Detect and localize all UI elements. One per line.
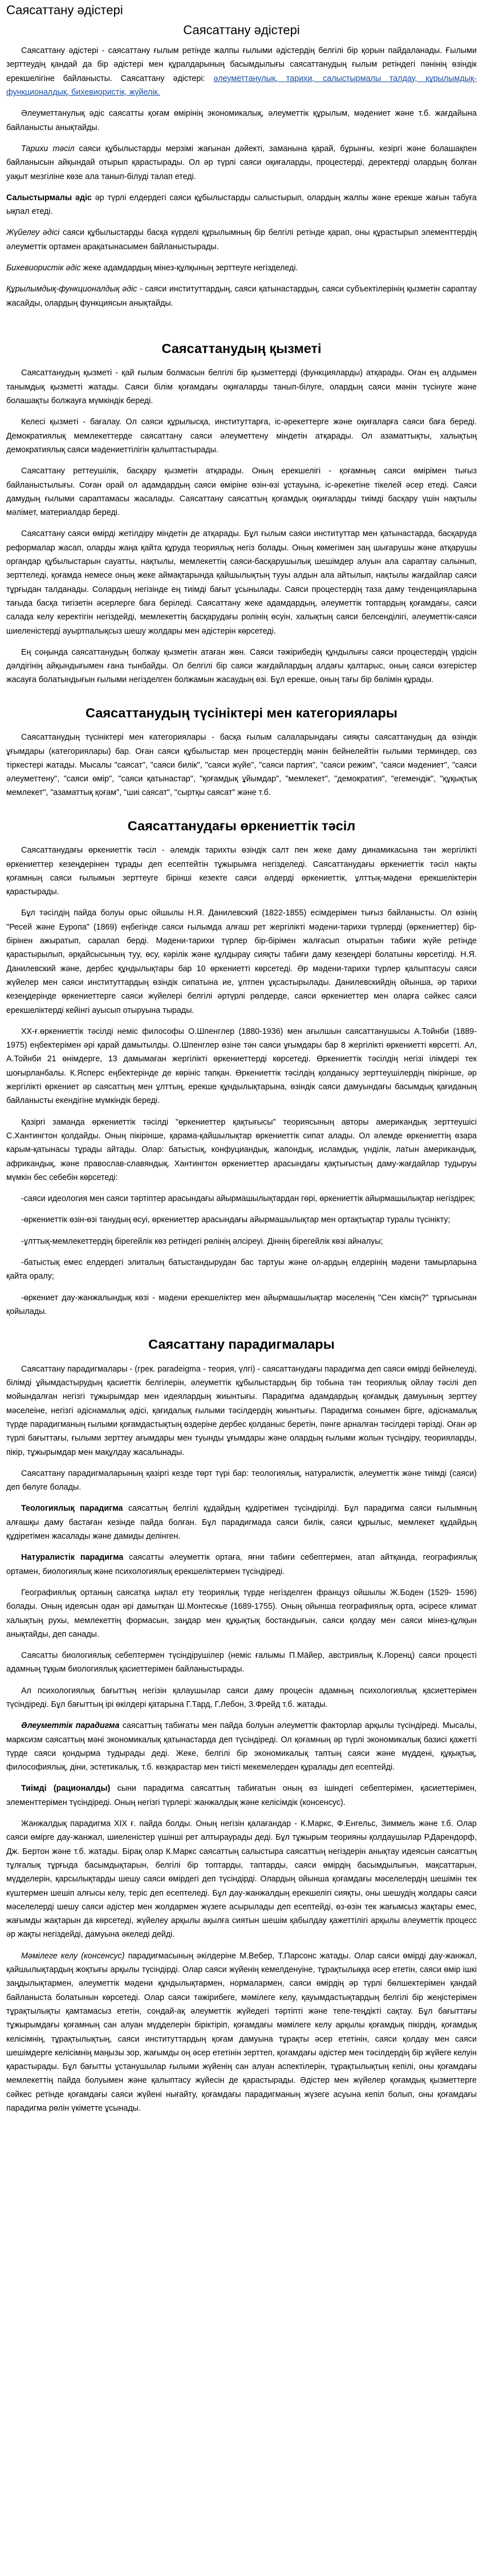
civilizational-list-item: -өркениеттік өзін-өзі танудың өсуі, өркениеттер арасындағы айырмашылықтар мен ортақтықтар туралы түсінікту;	[21, 1215, 450, 1225]
concepts-paragraph: Саясаттанудың түсініктері мен категориялары - басқа ғылым салаларындағы сияқты саясаттанудың да өзіндік ұғымдары (категориялары) бар. Оған саяси құбылыстар мен процестердің мәнін бейнелейтін ғылыми терминдер, сөз тіркестері жатады. Мысалы "саясат", "саяси билік", "саяси жүйе", "саяси партия", "саяси режим", "саяси мәдениет", "саяси әлеуметтену", "саяси өмір", "саяси қатынастар", "қоғамдық ұйымдар", "мемлекет", "демократия", "егемендік", "құқықтық мемлекет", "азаматтық қоғам", "шиі саясат", "сыртқы саясат" және т.б.	[6, 733, 477, 798]
document-page	[6, 0, 477, 2115]
functions-heading: Саясаттанудың қызметі	[161, 340, 322, 356]
structural-method-lead: Құрылымдық-функционалдық әдіс	[6, 285, 137, 294]
structural-method-text: - саяси институттардың, саяси қатынастардың, саяси субъектілерінің қызметін сараптау жасайды, олардың функциясын анықтайды.	[6, 285, 477, 308]
civilizational-list-item: -саяси идеология мен саяси тәртіптер арасындағы айырмашылықтардан гөрі, өркениеттік айырмашылықтар негіздірек;	[21, 1194, 476, 1204]
theological-paradigm-text: саясаттың белгілі құдайдың құдіретімен түсіндірілді. Бұл парадигма саяси ғылымның алғашқы даму бастаған кезінде пайда болған. Бұл парадигмада саяси билік, саяси құрылыс, мемлекет құдайдың құдіретімен жасалады және дамиды делінген.	[6, 1504, 477, 1541]
functions-paragraph: Ең соңында саясаттанудың болжау қызметін атаған жөн. Саяси тәжірибедің құндылығы саяси процестердің үрдісін дәлдігінің айқындығымен ғана тынбайды. Ол белгілі бір саяси жағдайлардың алдағы қалтарыс, оның саяси өзгерістер жасауға болатындығын ғылыми негізделген болжамын жасаудың өзі. Бұл ерекше, оның тағы бір бөлімін құрады.	[6, 647, 477, 685]
civilizational-paragraph: ХХ-ғ.өркениеттік тәсілді неміс философы О.Шпенглер (1880-1936) мен ағылшын саясаттанушысы А.Тойнби (1889-1975) еңбектерімен әрі қарай дамытылды. О.Шпенглер өзіне тән саяси ұғымдары бар 8 жергілікті өркениетті көрсетті. Ал, А.Тойнби 21 өнімдерге, 13 дамымаған жергілікті өркениеттерді көрсетеді. Өркениеттік тәсілдің негізі ілімдері тек шоғырланбалы. К.Ясперс еңбектерінде де көрініс тапқан. Өркениеттік тәсілдің қолданысу зерттеушілердің пікірінше, әр жергілікті өркениет әр саясаттың мен ұлттың, ерекше құндылықтарына, өзіндік саяси дамуындағы басымдық қағиданың байланысты екендігіне мүмкіндік береді.	[6, 1027, 477, 1106]
functions-paragraph: Келесі қызметі - бағалау. Ол саяси құрылысқа, институттарға, іс-әрекеттерге және оқиғаларға саяси баға береді. Демократиялық мемлекеттерде саясаттану саяси әлеуметтену міндетін атқарады. Ол азаматтықты, халықтың демократиялық саяси мәдениеттілігін қалыптастырады.	[6, 417, 477, 455]
civilizational-list-item: -ұлттық-мемлекеттердің бірегейлік көз ретіндегі рөлінің әлсіреуі. Діннің бірегейлік көзі айналуы;	[21, 1236, 383, 1246]
civilizational-paragraph: Саясаттанудағы өркениеттік тәсіл - әлемдік тарихты өзіндік салт пен жеке даму динамикасына тән жергілікті өркениеттер кезеңдерінен тұрады деп есептейтін тұжырымға негізделеді. Саясаттанудағы өркениеттік тәсіл нақты қоғамның саяси ғылымын зерттеуге бірінші кезекте саяси әлдерді өркениеттік, ұлттық-мәдени ерекшеліктерін қарастырады.	[6, 846, 477, 897]
paradigms-paragraph: Ал психологиялық бағыттың негізін қалаушылар саяси даму процесін адамның психологиялық қасиеттерімен түсіндіреді. Бұл бағыттың ірі өкілдері қатарына Г.Тард, Г.Лебон, З.Фрейд т.б. жатады.	[6, 1686, 477, 1709]
historical-method-lead: Тарихи тәсіл	[21, 144, 75, 153]
methods-intro-text: Саясаттану әдістері - саясаттану ғылым ретінде жалпы ғылыми әдістердің белгілі бір қорын пайдаланады. Ғылыми зерттеудің қандай да бір әдістері мен құралдарының басымдылығы саясаттанудың ғылым ретіндегі пәнінің өзіндік ерекшелігіне байланысты. Саясаттану әдістері:	[6, 46, 477, 83]
paradigms-paragraph: Саясаттану парадигмалары - (грек. paradeigma - теория, үлгі) - саясаттанудағы парадигма деп саяси өмірді бейнелеуді, білімді ұйымдастырудың қасиеттік белгілерін, әлеуметтік құбылыстардың бір тобына тән теориялық ойлау тәсілі деп мойындалған негізгі тұжырымдар мен идеялардың жиынтығы. Парадигма адамдардың қоғамдық дамуының зерттеу мәселеіне, негізгі әдіснамалық әдісі, қағидалық ғылыми тәсілдердің жиынтығы. Парадигма сонымен бірге, әдіснамалық түрде парадигманың ғылыми қоғамдастықтың өздеріне дербес қолданыс беретін, пәнге арналған тәсілдері тәрізді. Оған әр түрлі бағыттағы, ғылыми зерттеу ағымдары мен туынды ұғымдары және олардың ғылыми жолын түсіндіру, теорияларды, пікір, тұжырымдар мен мақұлдау жасалынады.	[6, 1364, 477, 1457]
document-subtitle: Саясаттану әдістері	[183, 22, 300, 37]
paradigms-paragraph: Саясаттану парадигмаларының қазіргі кезде төрт түрі бар: теологиялық, натуралистік, әлеуметтік және тиімді (саяси) деп бөлуге болады.	[6, 1468, 477, 1492]
functions-paragraph: Саясаттанудың қызметі - қай ғылым болмасын белгілі бір қызметтерді (функцияларды) атқарады. Оған ең алдымен танымдық қызметті жатады. Саяси білім қоғамдағы оқиғаларды танып-білуге, олардың саяси мәнін түсінуге және болашақты болжауға мүмкіндік береді.	[6, 368, 477, 406]
theological-paradigm-paragraph	[6, 1502, 477, 1543]
systems-method-paragraph	[6, 226, 477, 254]
civilizational-approach-heading: Саясаттанудағы өркениеттік тәсіл	[127, 818, 356, 833]
rational-paradigm-lead: Тиімді (рационалды)	[21, 1784, 111, 1794]
methods-intro-paragraph	[6, 44, 477, 99]
consensus-paradigm-paragraph	[6, 1949, 477, 2116]
civilizational-list-item: -өркениет дау-жанжалындық көзі - мәдени ерекшеліктер мен айырмашылықтар мәселенің "Сен кімсің?" тұрғысынан қойылады.	[6, 1293, 477, 1316]
comparative-method-lead: Салыстырмалы әдіс	[6, 193, 92, 202]
methods-list-link[interactable]: әлеуметтанулық, тарихи, салыстырмалы талдау, құрылымдық-функционалдық, бихевиористік, жүйелік.	[6, 74, 477, 98]
behaviorist-method-text: жеке адамдардың мінез-құлқының зерттеуге негізделеді.	[80, 263, 298, 273]
historical-method-paragraph	[6, 142, 477, 184]
structural-method-paragraph	[6, 282, 477, 310]
systems-method-text: саяси құбылыстарды басқа күрделі құрылымның бір белгілі ретінде қарап, оны құрастырып элементтердің әлеуметтік ортамен арақатынасымен байланыстырады.	[6, 228, 477, 251]
paradigms-paragraph: Жанжалдық парадигма ХІХ ғ. пайда болды. Оның негізін қалағандар - К.Маркс, Ф.Енгельс, Зиммель және т.б. Олар саяси өмірге дау-жанжал, шиеленістер үшінші рет алтыраурады деді. Бұл тұжырым теорияны қолдаушылар Р.Дарендорф, Дж. Бертон және т.б. жатады. Бірақ олар К.Маркс саясаттың салыстыра саясаттың негіздерін анықтау идеясын саясаттың тұлғалық тұрғыда басымдықтарын, белгілі бір топтарды, таптарды, саяси өмірдің басымдылығын, мақсаттарын, мүдделерін, қарсылықтарды шешу саяси өмірдегі деп түсіндірді. Олардың ойынша қоғамдағы мәселелердің шешімін тек күштермен шешіп алғысы келу, теріс деп есептеледі. Бұл дау-жанжалдың ерекшелігі сияқты, оны шешудің жолдары саяси мәселелерді шешу саяси әдістер мен жолдармен жүзеге асырылады деп есептейді, өз-өзін тек жағымсыз жақтары емес, жағымды жақтарын да көрсетеді, жүйелеу арқылы ақылға сиятын шешім қабылдау қажеттілігі арқылы әлеуметтік процесс әр жақты негіздейді, дамуына әкеледі дейді.	[6, 1819, 477, 1940]
consensus-paradigm-lead: Мәмілеге келу (консенсус)	[21, 1951, 125, 1961]
social-paradigm-paragraph	[6, 1719, 477, 1774]
document-title: Саясаттану әдістері	[6, 3, 123, 17]
comparative-method-text: әр түрлі елдердегі саяси құбылыстарды салыстырып, олардың жалпы және ерекше жағын табуға ықпал етеді.	[6, 193, 477, 217]
social-paradigm-text: саясаттың табиғаты мен пайда болуын әлеуметтік факторлар арқылы түсіндіреді. Мысалы, марксизм саясаттың мәні экономикалық қатынастарда деп түсіндіреді. Ол қоғамның әр түрлі экономикалық базисі қажетті түрде саяси қондырма тудырады деді. Жеке, белгілі бір экономикалық таптың саяси және мүддені, құқықтық, философиялық, діни, эстетикалық, т.б. көзқарастар мен тиісті мекемелерден құралады деп есептейді.	[6, 1721, 477, 1772]
behaviorist-method-lead: Бихевиористік әдіс	[6, 263, 81, 273]
paradigms-paragraph: Саясатты биологиялық себептермен түсіндірушілер (неміс ғалымы П.Мäйер, австриялық К.Лоренц) саяси процесті адамның тұқым биологиялық қасиеттерімен байланыстырады.	[6, 1651, 477, 1674]
functions-paragraph: Саясаттану саяси өмірді жетілдіру міндетін де атқарады. Бұл ғылым саяси институттар мен қатынастарда, басқаруда реформалар жасап, оларды жаңа қайта құруда теориялық негіз болады. Оның көмегімен заң шығарушы және атқарушы органдар құбылыстарын сауатты, нақтылы, мемлекеттің саяси-басқарушылық шешімдер алуын ала сараптау салынып, зерттеледі, қоғамда немесе оның жеке аймақтарында қайшылықтың тууы алдын ала айтылып, нақтылы жағдайлар саяси тұрғыдан талданады. Солардың негізінде ең тиімді бағыт ұсынылады. Саяси процестердің таза даму тенденцияларына тағыда басқа тигізетін әсерлерге баға беріледі. Саясаттану жеке адамдардың, әлеуметтік топтардың қоғамдағы, саяси салада келу керектігін негіздейді, мемлекеттің басқарудағы ролінің өсуін, халықтың саяси белсенділігі, әлеуметтік-саяси шиеленістерді ауыртпалықсыз шешу жолдары мен әдістерін көрсетеді.	[6, 529, 477, 636]
civilizational-paragraph: Бұл тәсілдің пайда болуы орыс ойшылы Н.Я. Данилевский (1822-1855) есімдерімен тығыз байланысты. Ол өзінің "Ресей және Еуропа" (1869) еңбегінде саяси ғылымда алғаш рет жергілікті мәдени-тарихи түрлерді (өркениеттер) бір-бірінен ажыратып, саралап берді. Мәдени-тарихи түрлер бір-бірімен жалғасып отыратын табиғи жүйе ретінде қарастырылып, әрқайсысының туу, өсу, кәрілік және құлдырау сияқты табиғи даму кезеңдері болатыны көрсетілді. Н.Я. Данилевский және, дербес құндылықтары бар 10 өркениетті көрсетеді. Әр мәдени-тарихи түрлер қалыптасуы саяси жүйелер мен саяси институттардың өзіндік сипатына ие, ұлтпен ұқсастырылады. Данилевскийдің ойынша, әр тарихи кезеңдерінде өркениеттерге саяси жүйелері белгілі әртүрлі рөлдерде, саяси өркениеттер мен оларға сәйкес саяси ерекшеліктерді кейінгі ауысып отыруына тырады.	[6, 908, 477, 1015]
paradigms-heading: Саясаттану парадигмалары	[148, 1337, 335, 1352]
sociological-method-paragraph: Әлеуметтанулық әдіс саясатты қоғам өмірінің экономикалық, әлеуметтік құрылым, мәдениет және т.б. жағдайына байланысты анықтайды.	[6, 109, 477, 132]
social-paradigm-lead: Әлеуметтік парадигма	[21, 1721, 120, 1731]
historical-method-text: саяси құбылыстарды мерзімі жағынан дәйекті, заманына қарай, бұрынғы, кезіргі және болашақпен байланысын айқындай отырып қарастырады. Ол әр түрлі саяси оқиғаларды, процестерді, деректерді олардың болған уақыт мезгіліне көзе ала танып-білуді талап етеді.	[6, 144, 477, 181]
consensus-paradigm-text: парадигмасының әкілдеріне М.Вебер, Т.Парсонс жатады. Олар саяси өмірді дау-жанжал, қайшылықтардың жоқтығы арқылы түсіндірді. Олар саяси жүйенің кемелденуіне, тұрақтылыққа әсер ететін, саяси өмір ішкі заңдылықтармен, әлеуметтік мәдени құндылықтармен, нормалармен, саяси өмірдің әр түрлі бөлшектерімен қандай байланыста болатынын көрсетеді. Олар саяси тәжірибеге, мәмілеге келу, қауымдастықтардың белгілі бір жеңістерімен тұрақтылықты қамтамасыз ететін, сондай-ақ әлеуметтік жүйедегі тәртіпті және тепе-теңдікті сақтау. Бұл бағыттағы тұжырымдағы қоғамның сан алуан мүдделерін біріктіріп, қоғамдағы мәмілеге келу арқылы қоғамдық пікірдің, қоғамдық келісімнің, тұрақтылықтың, саяси институттардың қоғам дамуына тұрақты әсер ететінін, саяси қолдау мен саяси шешімдерге келісімнің маңызы зор, жағымды оң әсер ететінін зерттеп, қоғамдағы әдістер мен тәсілдердің бір жүйеге келуін қарастырады. Бұл бағытты ұстанушылар ғылыми жүйенің сан алуан аспектілерін, тұрақтылықтың кепілі, оны қоғамдағы мемлекеттің пайда болуымен және қалыптасу жүйесін де қарастырады. Әдістер мен жүйелер қоғамдық қызметтерге сәйкес ретінде қоғамдағы саяси жүйені нығайту, қоғамдағы парадигманың жүзеге асуына кепіл болып, оны қоғамдағы парадигма рөлін үкіметте ұсынады.	[6, 1951, 477, 2113]
concepts-heading: Саясаттанудың түсініктері мен категориялары	[86, 705, 397, 720]
naturalist-paradigm-paragraph	[6, 1551, 477, 1579]
comparative-method-paragraph	[6, 191, 477, 219]
paradigms-paragraph: Географиялық ортаның саясатқа ықпал ету теориялық түрде негізделген француз ойшылы Ж.Боден (1529- 1596) болады. Оның идеясын одан әрі дамытқан Ш.Монтескье (1689-1755). Оның ойынша географиялық орта, әсіресе климат халықтың рухы, мемлекеттің формасын, заңдар мен құқықтық бостандығын, саяси қолдау мен саяси мінез-құлқын анықтайды, деп санады.	[6, 1588, 477, 1639]
civilizational-list-item: -батыстық емес елдердегі элиталың батыстандырудан бас тартуы және ол-ардың елдерінің мәдени тамырларына қайта оралу;	[6, 1258, 477, 1281]
behaviorist-method-paragraph	[6, 261, 477, 275]
rational-paradigm-paragraph	[6, 1782, 477, 1810]
theological-paradigm-lead: Теологиялық парадигма	[21, 1504, 123, 1514]
naturalist-paradigm-lead: Натуралистік парадигма	[21, 1553, 124, 1563]
rational-paradigm-text: сыни парадигма саясаттың табиғатын оның өз ішіндегі себептерімен, қасиеттерімен, элементтерімен түсіндіреді. Оның негізгі түрлері: жанжалдық және келісімдік (консенсус).	[6, 1784, 477, 1807]
naturalist-paradigm-text: саясатты әлеуметтік ортаға, яғни табиғи себептермен, атап айтқанда, географиялық ортамен, биологиялық және психологиялық ерекшеліктермен түсіндіреді.	[6, 1553, 477, 1576]
functions-paragraph: Саясаттану реттеушілік, басқару қызметін атқарады. Оның ерекшелігі - қоғамның саяси өмірімен тығыз байланыстылығы. Соған орай ол адамдардың саяси өміріне өзін-өзі ұстауына, іс-әрекетіне тікелей әсер етеді. Саяси дамудың ғылыми сараптамасы жасалады. Саясаттану саясаттың қоғамдық оқиғаларды тиімді басқару үшін нақтылы мәлімет, материалдар береді.	[6, 466, 477, 518]
civilizational-paragraph: Қазіргі заманда өркениеттік тәсілді "өркениеттер қақтығысы" теориясының авторы американдық зерттеушісі С.Хантингтон қолдайды. Оның пікірінше, қарама-қайшылықтар өркениеттік сипат алады. Ол әлемде өркениеттің өзара карым-қатынасы тұрады айтады. Олар: батыстық, конфуциандық, жапондық, исламдық, үнділік, латын американдық, африкандық, және православ-славяндық. Хантингтон өркениеттер арасындағы қақтығыстың даму-жағдайлар тудыруы мүмкін бес себебін көрсетеді:	[6, 1117, 477, 1182]
systems-method-lead: Жүйелеу әдісі	[6, 228, 60, 238]
